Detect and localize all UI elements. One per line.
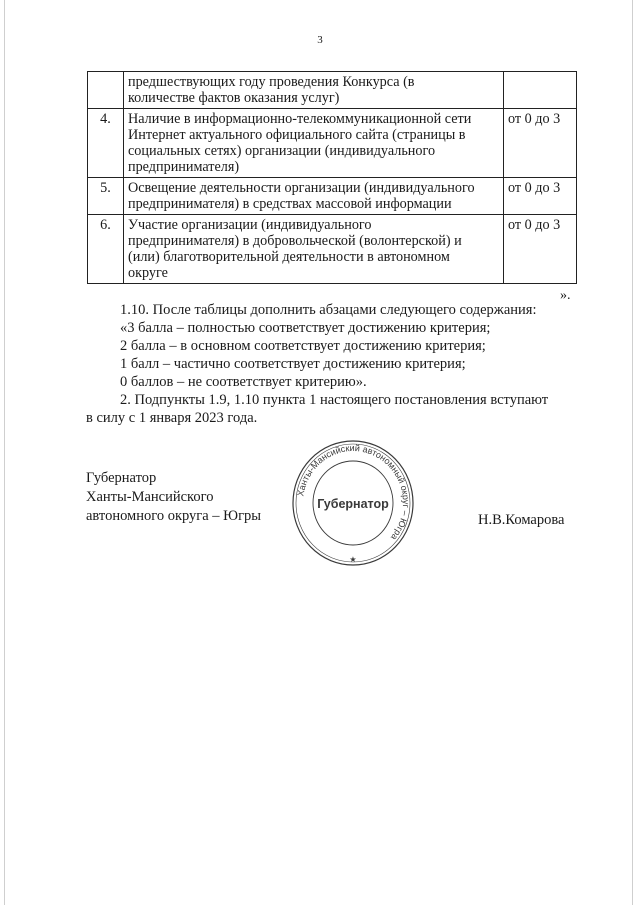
paragraph-2-line-2: в силу с 1 января 2023 года.: [86, 410, 258, 426]
criterion-text: [124, 178, 504, 215]
paragraph-2-line-1: 2. Подпункты 1.9, 1.10 пункта 1 настоящего постановления вступают: [120, 392, 549, 408]
criterion-text-line: предшествующих году проведения Конкурса (в: [128, 74, 415, 90]
page-number: 3: [317, 34, 323, 46]
score-range: [504, 72, 577, 109]
scan-edge-left: [4, 0, 5, 905]
criterion-text-line: округе: [128, 265, 168, 281]
criterion-text-line: социальных сетях) организации (индивидуального: [128, 143, 436, 159]
criterion-text-line: (или) благотворительной деятельности в автономном: [128, 249, 450, 265]
signature-title-line-3: автономного округа – Югры: [86, 508, 262, 524]
score-range: от 0 до 3: [504, 109, 577, 178]
paragraph-3-points: «3 балла – полностью соответствует достижению критерия;: [120, 320, 491, 336]
paragraph-1-point: 1 балл – частично соответствует достижению критерия;: [120, 356, 466, 372]
signature-title-block: [86, 469, 261, 526]
row-number: 6.: [88, 215, 124, 284]
paragraph-2-points: 2 балла – в основном соответствует достижению критерия;: [120, 338, 486, 354]
criterion-text-line: Интернет актуального официального сайта (страницы в: [128, 127, 466, 143]
paragraph-1-10: 1.10. После таблицы дополнить абзацами следующего содержания:: [120, 302, 537, 318]
signer-name: Н.В.Комарова: [478, 512, 565, 528]
criterion-text-line: количестве фактов оказания услуг): [128, 90, 340, 106]
criterion-text-line: Освещение деятельности организации (индивидуального: [128, 180, 475, 196]
table-row: [88, 215, 577, 284]
signature-title-line-1: Губернатор: [86, 470, 157, 486]
seal-star-icon: ★: [349, 555, 357, 564]
criterion-text: [124, 72, 504, 109]
criterion-text: [124, 215, 504, 284]
official-seal: [288, 433, 418, 573]
row-number: [88, 72, 124, 109]
criteria-table-body: [88, 72, 577, 284]
signature-title-line-2: Ханты-Мансийского: [86, 489, 214, 505]
criteria-table: [87, 71, 577, 284]
paragraph-0-points: 0 баллов – не соответствует критерию».: [120, 374, 367, 390]
row-number: 4.: [88, 109, 124, 178]
criterion-text: [124, 109, 504, 178]
seal-center-text: Губернатор: [317, 497, 389, 511]
criterion-text-line: предпринимателя) в добровольческой (волонтерской) и: [128, 233, 462, 249]
criterion-text-line: Наличие в информационно-телекоммуникационной сети: [128, 111, 472, 127]
scan-edge-right: [632, 0, 633, 905]
table-row: [88, 178, 577, 215]
table-row: [88, 72, 577, 109]
criterion-text-line: предпринимателя): [128, 159, 240, 175]
score-range: от 0 до 3: [504, 215, 577, 284]
score-range: от 0 до 3: [504, 178, 577, 215]
table-row: [88, 109, 577, 178]
closing-quote: ».: [560, 288, 571, 303]
row-number: 5.: [88, 178, 124, 215]
seal-ring-text: Ханты-Мансийский автономный округ – Югра: [295, 442, 412, 543]
criterion-text-line: предпринимателя) в средствах массовой информации: [128, 196, 452, 212]
criterion-text-line: Участие организации (индивидуального: [128, 217, 372, 233]
